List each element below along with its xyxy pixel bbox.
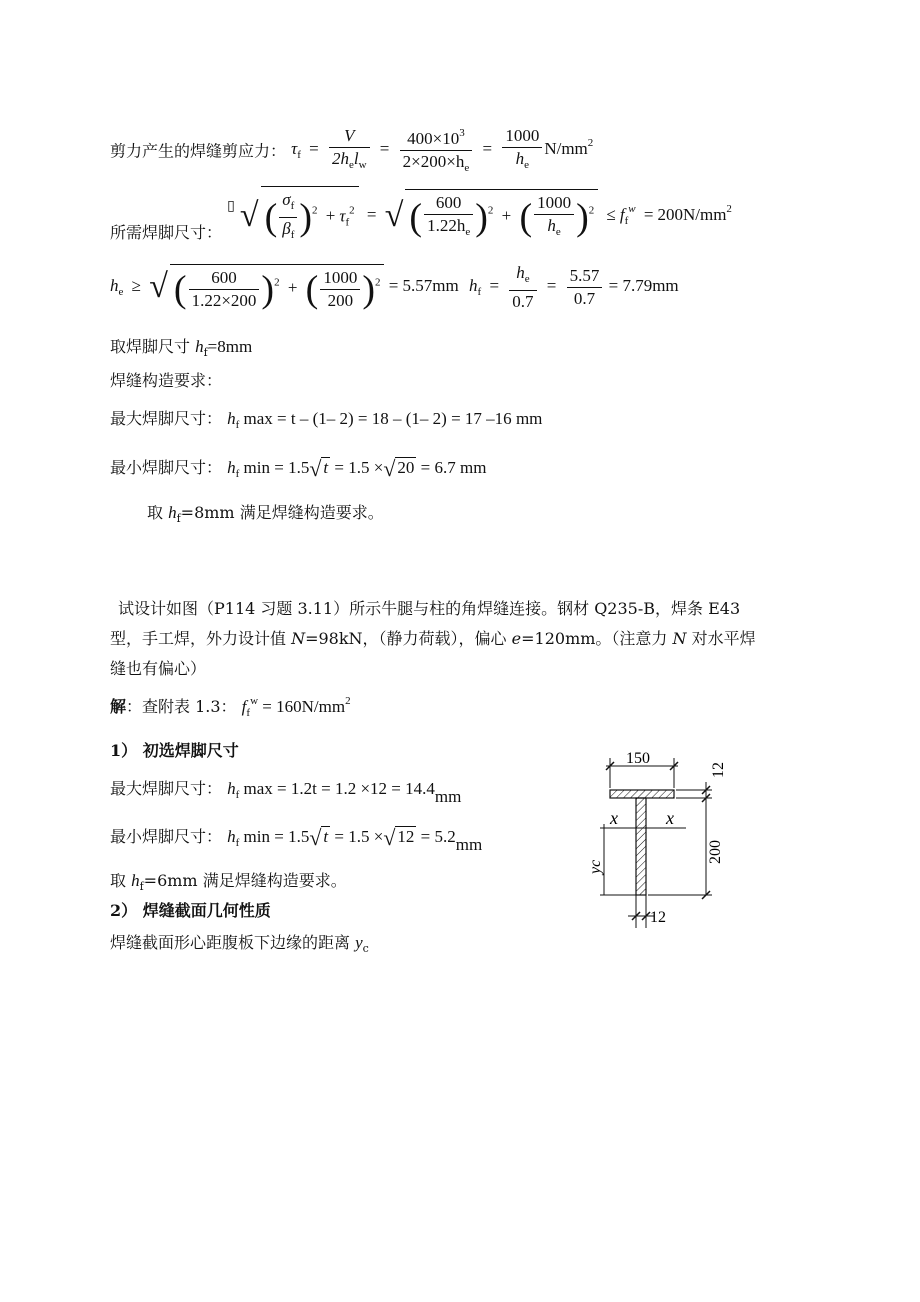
take-hf-line: 取焊脚尺寸 $h_f=8mm$ [110, 337, 253, 359]
shear-formula: $\tau_f$ = $\frac{V}{2h_el_w}$ = $\frac{400\times 10^3}{2\times 200\times h_e}$ = $\frac{1000}{h_e}$ $N/mm^2$ [291, 139, 593, 158]
frac-v: $\frac{V}{2h_el_w}$ [329, 125, 370, 176]
dim-label-flange: 12 [710, 762, 727, 778]
conclusion-line: 取 $h_f=8mm$ 满足焊缝构造要求。 [147, 503, 384, 525]
required-formula: √ ( $\frac{\sigma_f}{\beta_f}$ )$^2 + \tau_f^2$ = √ ( $\frac{600}{1.22h_e}$ )$^2$ + ( $\frac{1000}{h_e}$ )$^2 \le f_f^w = 200N/mm^2$ [240, 205, 732, 224]
he-formula: $h_e$ ≥ √ ( $\frac{600}{1.22\times 200}$ )$^2$ + ( $\frac{1000}{200}$ )$^2$ = 5.57mm $h_f$ = $\frac{h_e}{0.7}$ = $\frac{5.57}{0.7}$ = 7.79mm [110, 263, 679, 311]
shear-stress-line [110, 122, 593, 179]
axis-x-right: x [666, 808, 674, 828]
max-size-line: 最大焊脚尺寸： $h_f$ max = t – (1– 2) = 18 – (1– 2) = 17 –16 mm [110, 409, 543, 431]
dim-label-200: 200 [707, 840, 724, 864]
min-size-line: 最小焊脚尺寸： $h_f$ min = 1.5√ t = 1.5 ×√ 20 = 6.7 mm [110, 456, 487, 482]
yc-label: yc [587, 859, 604, 874]
he-formula-line [110, 262, 679, 313]
t-section-figure [578, 744, 728, 934]
required-label: 所需焊脚尺寸： [110, 222, 223, 242]
flange [610, 790, 674, 798]
axis-x-left: x [610, 808, 618, 828]
required-size-line [110, 186, 732, 246]
step1-max-line: 最大焊脚尺寸： $h_f$ max = 1.2t = 1.2 ×12 = 14.4mm [110, 779, 462, 806]
frac-1000: $\frac{1000}{h_e}$ [502, 125, 542, 176]
requirements-title: 焊缝构造要求： [110, 371, 223, 390]
dim-label-150: 150 [626, 750, 650, 767]
problem-line-1: 试设计如图（P114 习题 3.11）所示牛腿与柱的角焊缝连接。钢材 Q235-B，焊条 E43 [118, 599, 741, 618]
dim-label-web: 12 [650, 909, 666, 926]
frac-400: $\frac{400\times 10^3}{2\times 200\times h_e}$ [400, 122, 473, 179]
solution-line: 解：查附表 1.3： $f_f^w = 160N/mm^2$ [110, 695, 351, 719]
problem-line-3: 缝也有偏心） [110, 659, 207, 678]
step-1-title: 1） 初选焊脚尺寸 [110, 741, 239, 760]
web [636, 798, 646, 895]
centroid-line: 焊缝截面形心距腹板下边缘的距离 $y_c$ [110, 933, 369, 955]
problem-line-2: 型，手工焊，外力设计值 N=98kN，（静力荷载），偏心 e=120mm。（注意力 N 对水平焊 [110, 629, 756, 648]
step1-min-line: 最小焊脚尺寸： $h_f$ min = 1.5√ t = 1.5 ×√ 12 = 5.2mm [110, 825, 483, 854]
step1-take-line: 取 $h_f=6mm$ 满足焊缝构造要求。 [110, 871, 347, 893]
box-glyph: ▯ [227, 197, 235, 214]
shear-label: 剪力产生的焊缝剪应力： [110, 141, 287, 161]
step-2-title: 2） 焊缝截面几何性质 [110, 901, 271, 920]
